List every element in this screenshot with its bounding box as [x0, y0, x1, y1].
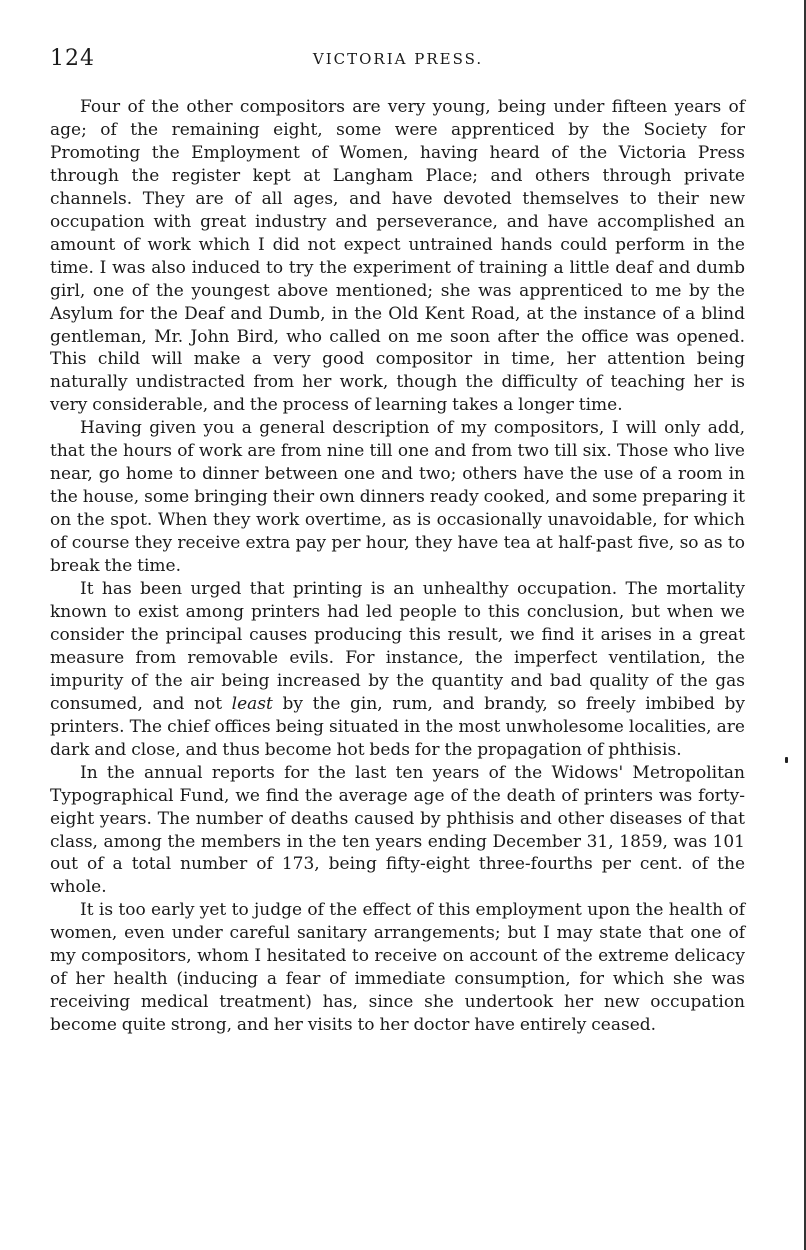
paragraph-text-before-emphasis: It has been urged that printing is an unhealthy occupation. The mortality known to exist among printers had led people to this conclusion, but when we consider the principal causes producing this result, we find it arises in a great measure from removable evils. For instance, the imperfect ventilation, the impurity of the air being increased by the quantity and bad quality of the gas consumed, and not	[50, 579, 745, 714]
page-header	[50, 46, 746, 76]
running-title: VICTORIA PRESS.	[312, 50, 484, 68]
paragraph-widows-fund: In the annual reports for the last ten years of the Widows' Metropolitan Typographical Fund, we find the average age of the death of printers was forty-eight years. The number of deaths caused by phthisis and other diseases of that class, among the members in the ten years ending December 31, 1859, was 101 out of a total number of 173, being fifty-eight three-fourths per cent. of the whole.	[50, 762, 745, 898]
body-text	[50, 96, 745, 1037]
paragraph-printing-health	[50, 578, 745, 762]
paragraph-text-after-emphasis: by the gin, rum, and brandy, so freely imbibed by printers. The chief offices being situated in the most unwholesome localities, are dark and close, and thus become hot beds for the propagation of phthisis.	[50, 693, 745, 760]
emphasis-least: least	[231, 693, 273, 714]
paragraph-womens-health: It is too early yet to judge of the effect of this employment upon the health of women, even under careful sanitary arrangements; but I may state that one of my compositors, whom I hesitated to receive on account of the extreme delicacy of her health (inducing a fear of immediate consumption, for which she was receiving medical treatment) has, since she undertook her new occupation become quite strong, and her visits to her doctor have entirely ceased.	[50, 900, 745, 1036]
page-number: 124	[50, 46, 95, 71]
paragraph-compositors-ages: Four of the other compositors are very young, being under fifteen years of age; of the remaining eight, some were apprenticed by the Society for Promoting the Employment of Women, having heard of the Victoria Press through the register kept at Langham Place; and others through private channels. They are of all ages, and have devoted themselves to their new occupation with great industry and perseverance, and have accomplished an amount of work which I did not expect untrained hands could perform in the time. I was also induced to try the experiment of training a little deaf and dumb girl, one of the youngest above mentioned; she was apprenticed to me by the Asylum for the Deaf and Dumb, in the Old Kent Road, at the instance of a blind gentleman, Mr. John Bird, who called on me soon after the office was opened. This child will make a very good compositor in time, her attention being naturally undistracted from her work, though the difficulty of teaching her is very considerable, and the process of learning takes a longer time.	[50, 97, 745, 416]
paragraph-working-hours: Having given you a general description of my compositors, I will only add, that the hours of work are from nine till one and from two till six. Those who live near, go home to dinner between one and two; others have the use of a room in the house, some bringing their own dinners ready cooked, and some preparing it on the spot. When they work overtime, as is occasionally unavoidable, for which of course they receive extra pay per hour, they have tea at half-past five, so as to break the time.	[50, 418, 745, 577]
margin-ink-mark	[785, 757, 788, 763]
